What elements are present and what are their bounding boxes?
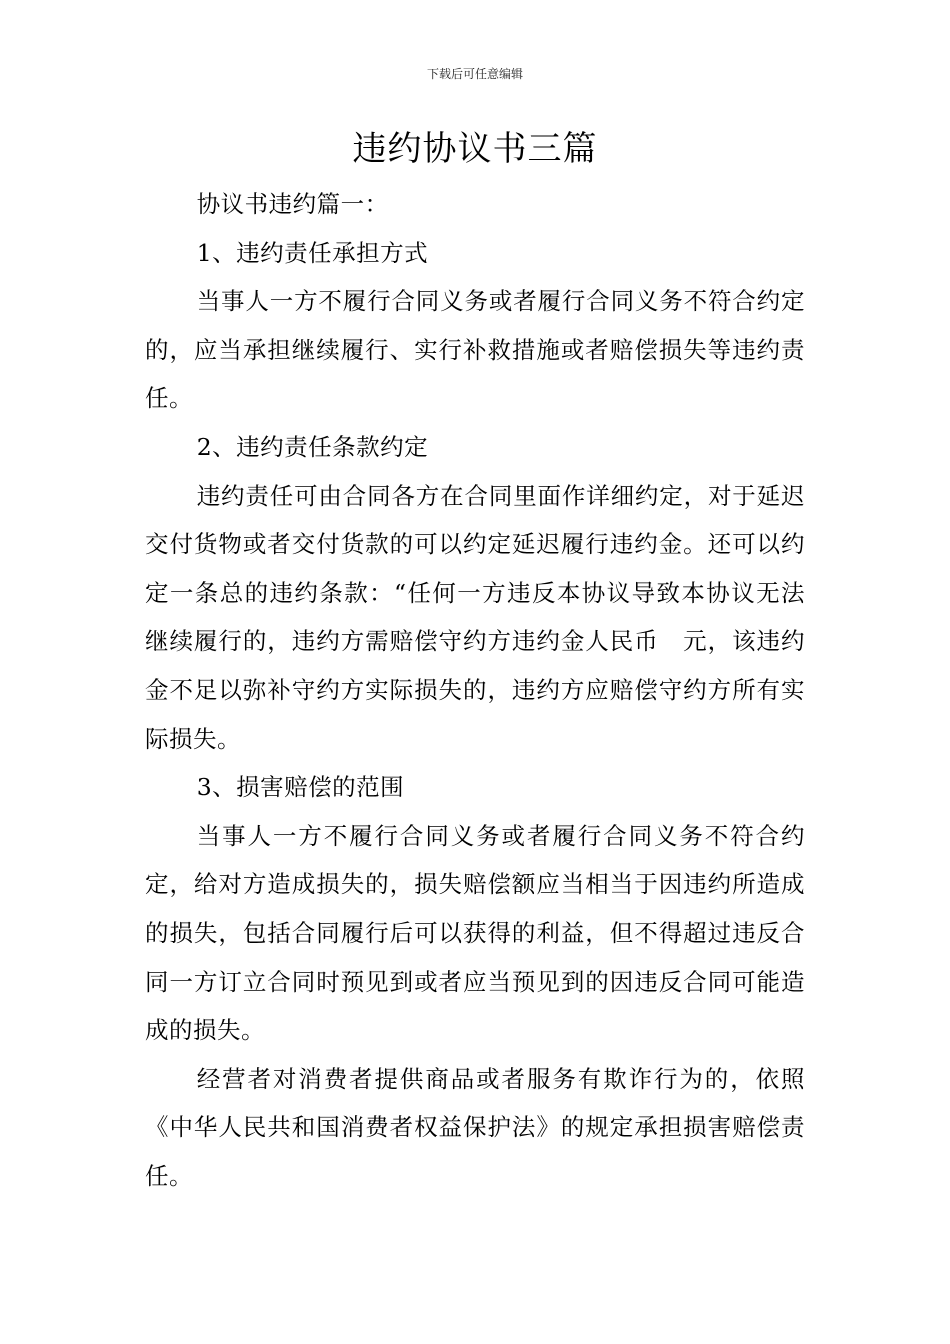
paragraph: 当事人一方不履行合同义务或者履行合同义务不符合约定，给对方造成损失的，损失赔偿额应当相当于因违约所造成的损失，包括合同履行后可以获得的利益，但不得超过违反合同一方订立合同时预见到或者应当预见到的因违反合同可能造成的损失。 bbox=[145, 821, 805, 1045]
document-title: 违约协议书三篇 bbox=[352, 129, 598, 169]
header-note: 下载后可任意编辑 bbox=[426, 67, 523, 81]
paragraph: 经营者对消费者提供商品或者服务有欺诈行为的，依照《中华人民共和国消费者权益保护法》的规定承担损害赔偿责任。 bbox=[145, 1064, 805, 1190]
section-heading: 协议书违约篇一： bbox=[196, 190, 389, 218]
paragraph: 当事人一方不履行合同义务或者履行合同义务不符合约定的，应当承担继续履行、实行补救措施或者赔偿损失等违约责任。 bbox=[145, 287, 805, 413]
clause-heading: 2、违约责任条款约定 bbox=[196, 432, 429, 461]
clause-heading: 1、违约责任承担方式 bbox=[196, 238, 429, 267]
document-body bbox=[145, 180, 805, 1200]
clause-heading: 3、损害赔偿的范围 bbox=[196, 773, 405, 802]
paragraph: 违约责任可由合同各方在合同里面作详细约定，对于延迟交付货物或者交付货款的可以约定延迟履行违约金。还可以约定一条总的违约条款：“任何一方违反本协议导致本协议无法继续履行的，违约方需赔偿守约方违约金人民币 元，该违约金不足以弥补守约方实际损失的，违约方应赔偿守约方所有实际损失。 bbox=[145, 481, 805, 753]
